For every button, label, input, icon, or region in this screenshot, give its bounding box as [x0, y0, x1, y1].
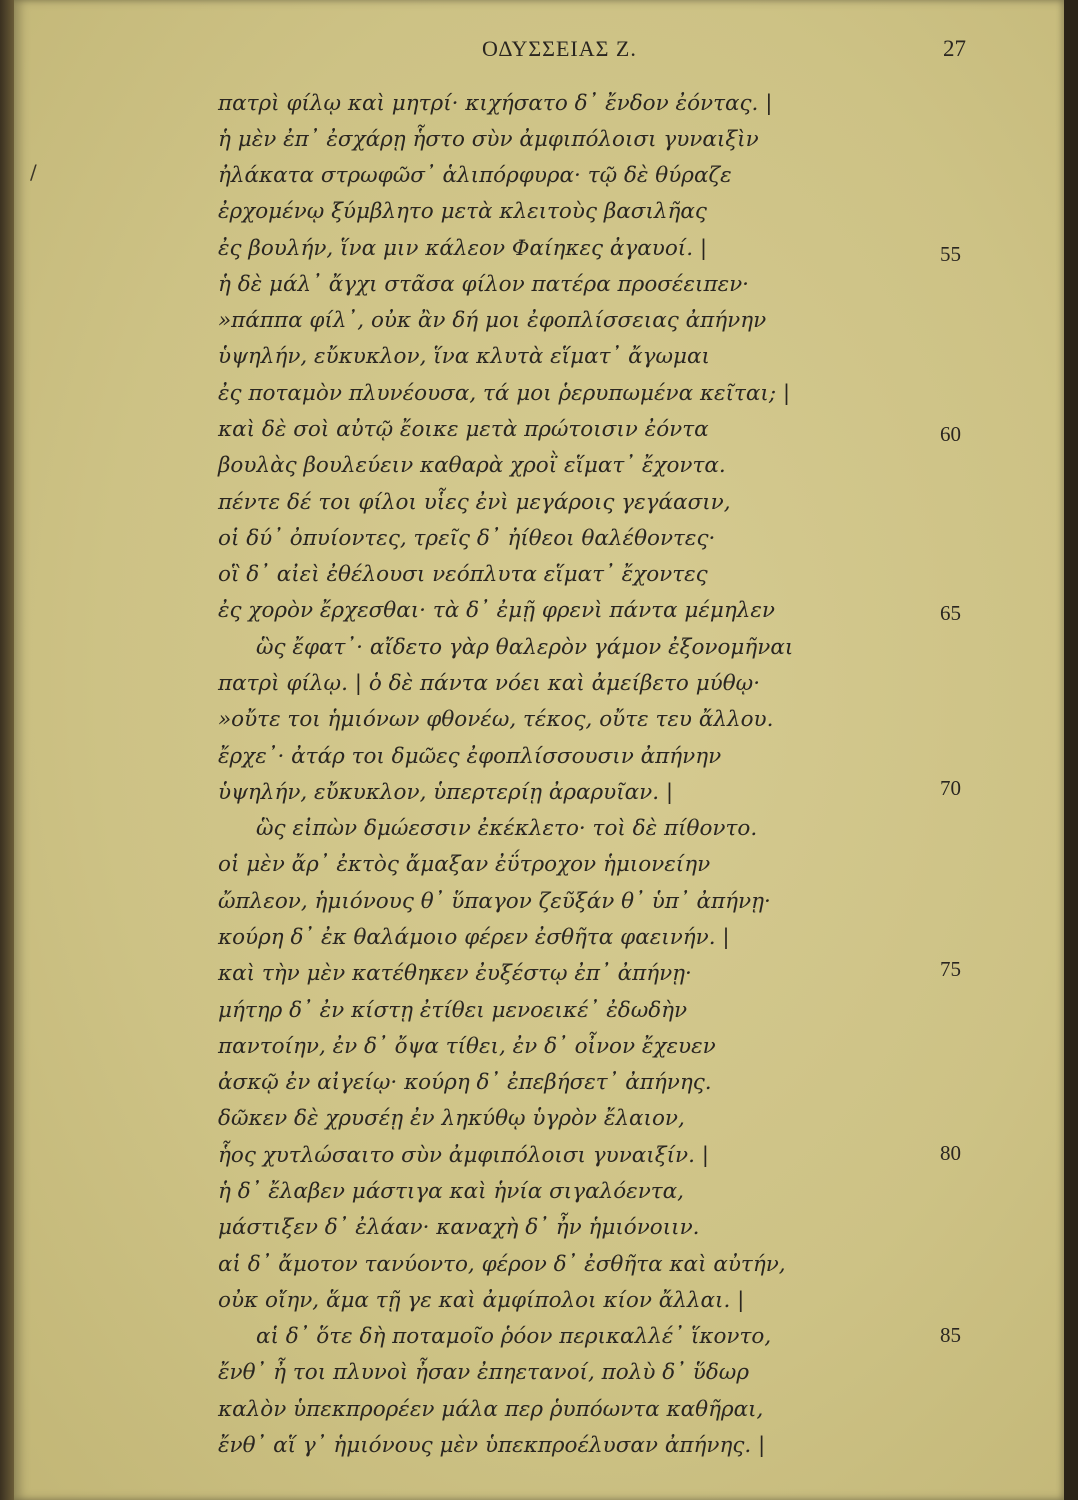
verse-line: μάστιξεν δ᾽ ἐλάαν· καναχὴ δ᾽ ἦν ἡμιόνοιιν.: [218, 1215, 700, 1240]
verse-line: ἐρχομένῳ ξύμβλητο μετὰ κλειτοὺς βασιλῆας: [218, 199, 707, 224]
verse-line: ἔνθ᾽ ἦ τοι πλυνοὶ ἦσαν ἐπηετανοί, πολὺ δ᾽ ὕδωρ: [218, 1360, 749, 1385]
verse-line: ἐς βουλήν, ἵνα μιν κάλεον Φαίηκες ἀγαυοί. |: [218, 236, 708, 261]
verse-line: ἀσκῷ ἐν αἰγείῳ· κούρη δ᾽ ἐπεβήσετ᾽ ἀπήνης.: [218, 1070, 712, 1095]
verse-line: ὤπλεον, ἡμιόνους θ᾽ ὕπαγον ζεῦξάν θ᾽ ὑπ᾽ ἀπήνῃ·: [218, 889, 771, 914]
verse-line: ἔνθ᾽ αἵ γ᾽ ἡμιόνους μὲν ὑπεκπροέλυσαν ἀπήνης. |: [218, 1433, 766, 1458]
book-page: [14, 0, 1064, 1500]
verse-line: ἐς ποταμὸν πλυνέουσα, τά μοι ῥερυπωμένα κεῖται; |: [218, 381, 791, 406]
verse-line: βουλὰς βουλεύειν καθαρὰ χροῒ εἵματ᾽ ἔχοντα.: [218, 453, 726, 478]
verse-line: ἐς χορὸν ἔρχεσθαι· τὰ δ᾽ ἐμῇ φρενὶ πάντα μέμηλεν: [218, 598, 775, 623]
verse-line: οἳ δ᾽ αἰεὶ ἐθέλουσι νεόπλυτα εἵματ᾽ ἔχοντες: [218, 562, 708, 587]
verse-line: αἱ δ᾽ ὅτε δὴ ποταμοῖο ῥόον περικαλλέ᾽ ἵκοντο,: [256, 1324, 772, 1349]
verse-line: ἡ δὲ μάλ᾽ ἄγχι στᾶσα φίλον πατέρα προσέειπεν·: [218, 272, 750, 297]
verse-line: καὶ τὴν μὲν κατέθηκεν ἐυξέστῳ ἐπ᾽ ἀπήνῃ·: [218, 961, 692, 986]
verse-line: δῶκεν δὲ χρυσέῃ ἐν ληκύθῳ ὑγρὸν ἔλαιον,: [218, 1106, 685, 1131]
verse-line: ἡ μὲν ἐπ᾽ ἐσχάρῃ ἧστο σὺν ἀμφιπόλοισι γυναιξὶν: [218, 127, 759, 152]
running-title: ΟΔΥΣΣΕΙΑΣ Ζ.: [482, 36, 637, 61]
verse-line: ἡ δ᾽ ἔλαβεν μάστιγα καὶ ἡνία σιγαλόεντα,: [218, 1179, 685, 1204]
verse-line: ἧος χυτλώσαιτο σὺν ἀμφιπόλοισι γυναιξίν. |: [218, 1143, 709, 1168]
verse-line: κούρη δ᾽ ἐκ θαλάμοιο φέρεν ἐσθῆτα φαεινήν. |: [218, 925, 730, 950]
verse-line: πέντε δέ τοι φίλοι υἷες ἐνὶ μεγάροις γεγάασιν,: [218, 490, 731, 515]
page-header: [14, 36, 1064, 66]
verse-line: οὐκ οἴην, ἅμα τῇ γε καὶ ἀμφίπολοι κίον ἄλλαι. |: [218, 1288, 745, 1313]
page-number: 27: [943, 36, 966, 61]
line-number: 70: [940, 776, 961, 800]
verse-line: μήτηρ δ᾽ ἐν κίστῃ ἐτίθει μενοεικέ᾽ ἐδωδὴν: [218, 998, 688, 1023]
verse-line: »οὔτε τοι ἡμιόνων φθονέω, τέκος, οὔτε τευ ἄλλου.: [218, 707, 774, 732]
verse-line: πατρὶ φίλῳ. | ὁ δὲ πάντα νόει καὶ ἀμείβετο μύθῳ·: [218, 671, 761, 696]
margin-pencil-mark: /: [30, 160, 37, 184]
verse-line: καὶ δὲ σοὶ αὐτῷ ἔοικε μετὰ πρώτοισιν ἐόντα: [218, 417, 709, 442]
line-number: 80: [940, 1141, 961, 1165]
line-number: 85: [940, 1323, 961, 1347]
verse-line: ὑψηλήν, εὔκυκλον, ὑπερτερίῃ ἀραρυῖαν. |: [218, 780, 674, 805]
verse-line: ἔρχε᾽· ἀτάρ τοι δμῶες ἐφοπλίσσουσιν ἀπήνην: [218, 744, 722, 769]
verse-line: ἠλάκατα στρωφῶσ᾽ ἁλιπόρφυρα· τῷ δὲ θύραζε: [218, 163, 732, 188]
verse-line: καλὸν ὑπεκπρορέεν μάλα περ ῥυπόωντα καθῆραι,: [218, 1397, 764, 1422]
line-number: 55: [940, 242, 961, 266]
line-number: 75: [940, 957, 961, 981]
verse-line: παντοίην, ἐν δ᾽ ὄψα τίθει, ἐν δ᾽ οἶνον ἔχευεν: [218, 1034, 716, 1059]
verse-line: ὑψηλήν, εὔκυκλον, ἵνα κλυτὰ εἵματ᾽ ἄγωμαι: [218, 344, 710, 369]
verse-line: »πάππα φίλ᾽, οὐκ ἂν δή μοι ἐφοπλίσσειας ἀπήνην: [218, 308, 767, 333]
verse-line: οἱ μὲν ἄρ᾽ ἐκτὸς ἄμαξαν ἐΰτροχον ἡμιονείην: [218, 852, 711, 877]
verse-line: ὣς εἰπὼν δμώεσσιν ἐκέκλετο· τοὶ δὲ πίθοντο.: [256, 816, 758, 841]
verse-line: πατρὶ φίλῳ καὶ μητρί· κιχήσατο δ᾽ ἔνδον ἐόντας. |: [218, 91, 773, 116]
verse-line: αἱ δ᾽ ἄμοτον τανύοντο, φέρον δ᾽ ἐσθῆτα καὶ αὐτήν,: [218, 1252, 786, 1277]
verse-line: οἱ δύ᾽ ὀπυίοντες, τρεῖς δ᾽ ἠίθεοι θαλέθοντες·: [218, 526, 716, 551]
line-number: 60: [940, 422, 961, 446]
line-number: 65: [940, 601, 961, 625]
verse-line: ὣς ἔφατ᾽· αἴδετο γὰρ θαλερὸν γάμον ἐξονομῆναι: [256, 635, 794, 660]
book-gutter: [0, 0, 14, 1500]
